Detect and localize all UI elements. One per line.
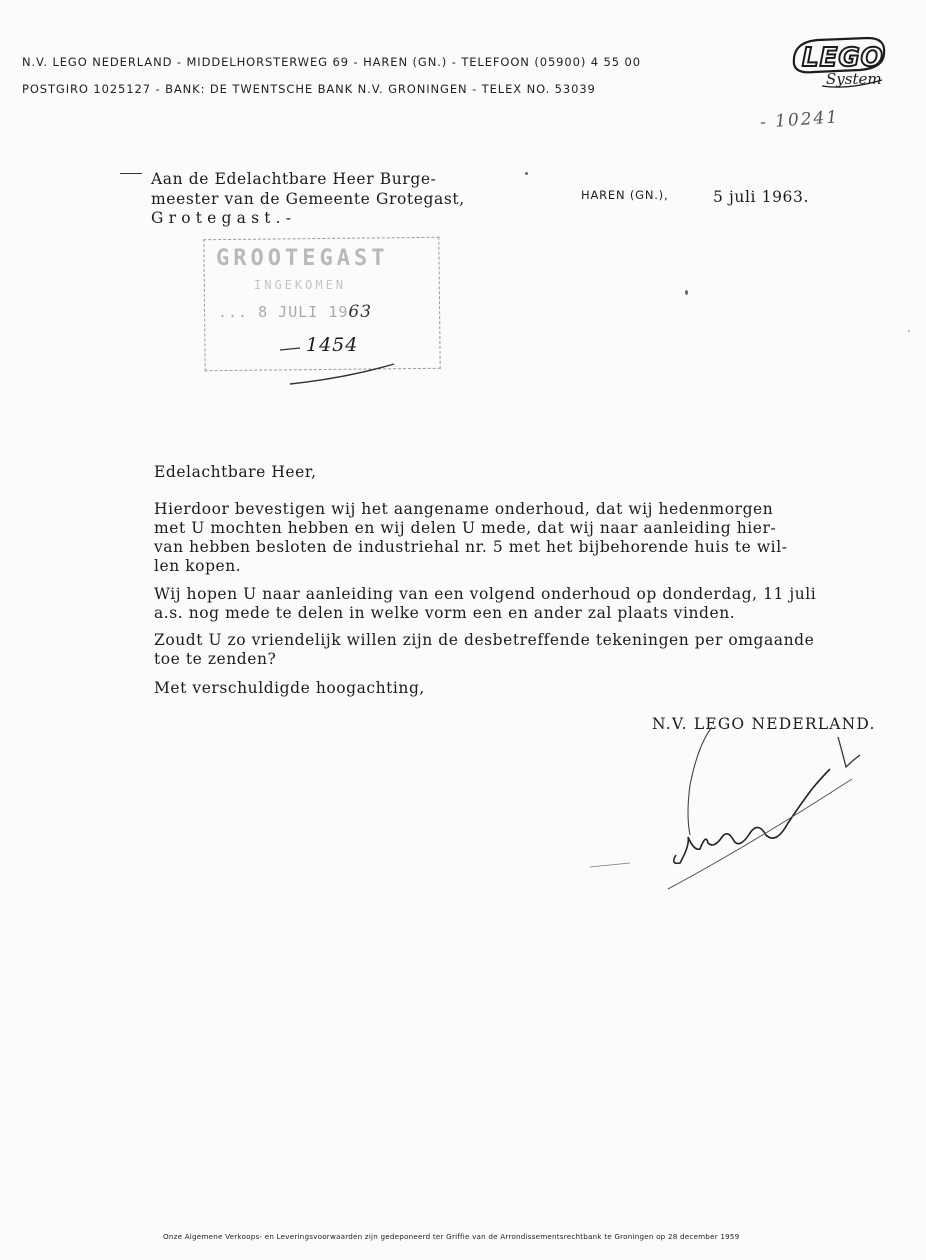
stamp-date-handwritten: 63 [348, 302, 373, 322]
handwritten-signature [590, 725, 890, 895]
address-line-1: Aan de Edelachtbare Heer Burge- [151, 170, 437, 188]
stamp-received-label: INGEKOMEN [254, 278, 347, 292]
received-stamp [196, 228, 450, 388]
signing-company: N.V. LEGO NEDERLAND. [652, 715, 876, 733]
letter-date: 5 juli 1963. [713, 188, 809, 206]
svg-text:System: System [826, 70, 882, 88]
svg-text:LEGO: LEGO [802, 43, 884, 73]
paragraph-line: van hebben besloten de industriehal nr. 5 met het bijbehorende huis te wil- [154, 538, 788, 556]
place-of-writing: HAREN (GN.), [581, 188, 669, 202]
paper-speck [685, 290, 688, 295]
paragraph-request-drawings [154, 631, 814, 669]
stamp-date-printed: ... 8 JULI 19 [218, 303, 349, 321]
letterhead-address-line: N.V. LEGO NEDERLAND - MIDDELHORSTERWEG 69 - HAREN (GN.) - TELEFOON (05900) 4 55 00 [22, 55, 641, 69]
recipient-address [151, 170, 465, 229]
letterhead-bank-line: POSTGIRO 1025127 - BANK: DE TWENTSCHE BANK N.V. GRONINGEN - TELEX NO. 53039 [22, 82, 596, 96]
paragraph-line: len kopen. [154, 557, 242, 575]
address-line-2: meester van de Gemeente Grotegast, [151, 189, 465, 208]
paragraph-line: Zoudt U zo vriendelijk willen zijn de desbetreffende tekeningen per omgaande [154, 631, 815, 649]
salutation: Edelachtbare Heer, [154, 463, 317, 481]
paragraph-line: Wij hopen U naar aanleiding van een volgend onderhoud op donderdag, 11 juli [154, 585, 817, 603]
footer-terms: Onze Algemene Verkoops- en Leveringsvoorwaarden zijn gedeponeerd ter Griffie van de Arrondissementsrechtbank te Groningen op 28 december 1959 [163, 1232, 740, 1241]
paper-speck [908, 330, 910, 332]
paragraph-next-meeting [154, 585, 816, 623]
paragraph-line: met U mochten hebben en wij delen U mede, dat wij naar aanleiding hier- [154, 519, 777, 537]
address-dash [120, 173, 142, 174]
paragraph-line: toe te zenden? [154, 650, 277, 668]
handwritten-reference-number: - 10241 [759, 107, 840, 133]
paper-speck [525, 172, 528, 175]
stamp-registration-number: 1454 [306, 334, 359, 356]
address-line-3: Grotegast.- [151, 209, 297, 227]
lego-system-logo [788, 34, 888, 90]
stamp-municipality: GROOTEGAST [216, 246, 389, 271]
closing-phrase: Met verschuldigde hoogachting, [154, 679, 425, 697]
paragraph-line: Hierdoor bevestigen wij het aangename onderhoud, dat wij hedenmorgen [154, 500, 774, 518]
stamp-underline [196, 228, 450, 388]
paragraph-confirmation [154, 500, 788, 576]
paragraph-line: a.s. nog mede te delen in welke vorm een en ander zal plaats vinden. [154, 604, 736, 622]
